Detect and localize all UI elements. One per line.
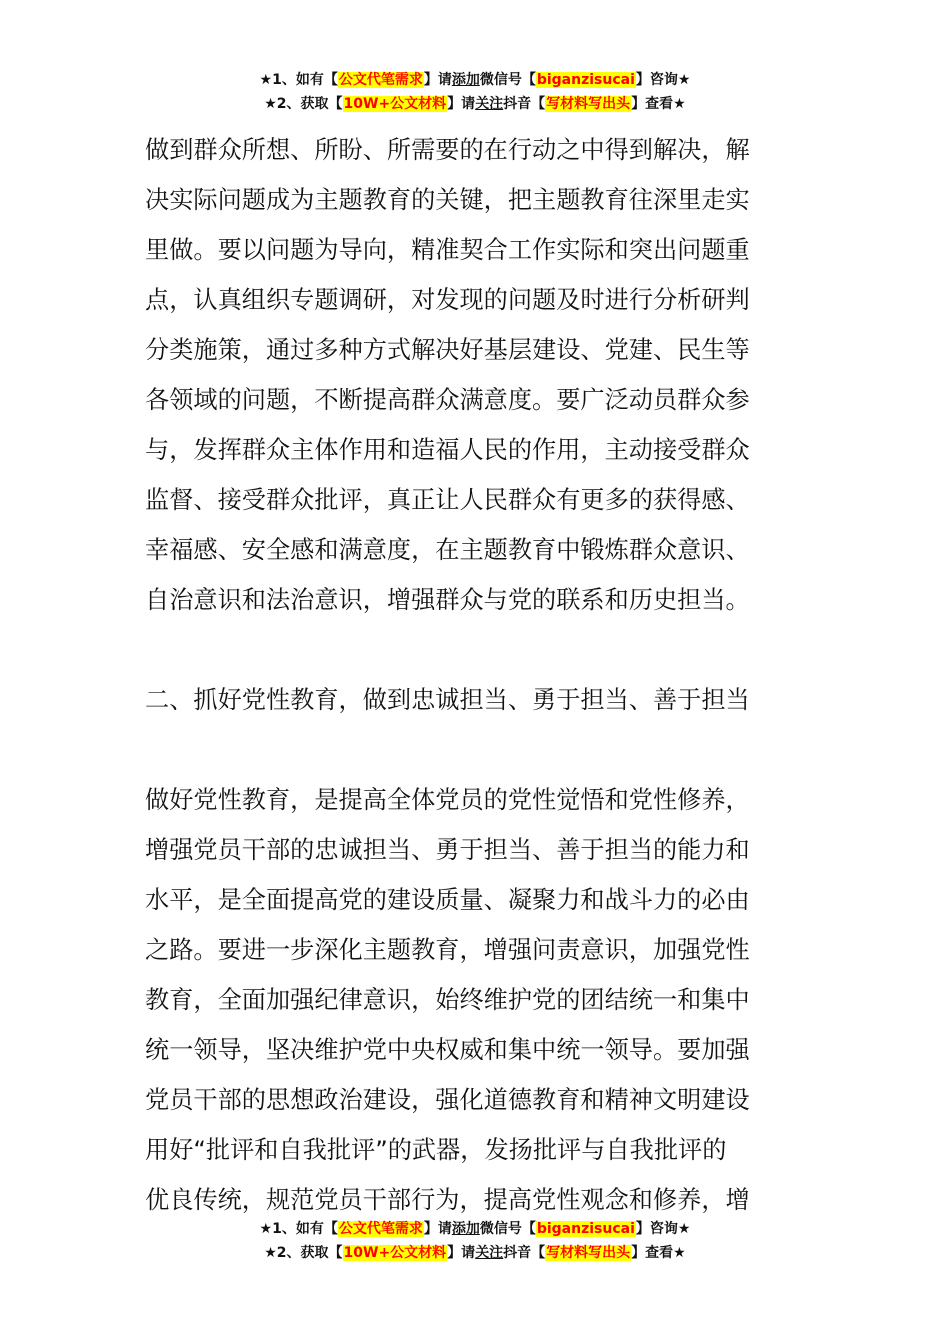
text-line: 监督、接受群众批评，真正让人民群众有更多的获得感、 [145, 486, 750, 514]
text-line: 统一领导，坚决维护党中央权威和集中统一领导。要加强 [145, 1036, 750, 1064]
text-line: 之路。要进一步深化主题教育，增强问责意识，加强党性 [145, 936, 750, 964]
banner-text: 抖音【 [503, 96, 546, 112]
underlined-word: 添加 [451, 72, 480, 88]
banner-text: 】咨询★ [635, 72, 691, 88]
text-line: 党员干部的思想政治建设，强化道德教育和精神文明建设 [145, 1086, 750, 1114]
banner-text: 】查看★ [631, 96, 686, 112]
text-line: 水平，是全面提高党的建设质量、凝聚力和战斗力的必由 [145, 886, 750, 914]
highlight-materials: 10W+公文材料 [343, 96, 447, 112]
text-line: 里做。要以问题为导向，精准契合工作实际和突出问题重 [145, 236, 750, 264]
underlined-word: 关注 [475, 96, 504, 112]
text-line: 各领域的问题，不断提高群众满意度。要广泛动员群众参 [145, 386, 750, 414]
banner-text: ★2、获取【 [264, 1245, 343, 1261]
text-line: 与，发挥群众主体作用和造福人民的作用，主动接受群众 [145, 436, 750, 464]
text-line: 优良传统，规范党员干部行为，提高党性观念和修养，增 [145, 1186, 750, 1214]
paragraph-2 [145, 775, 810, 1225]
banner-line-2 [0, 92, 950, 116]
banner-line-1 [0, 68, 950, 92]
banner-text: ★2、获取【 [264, 96, 343, 112]
top-banner [0, 68, 950, 116]
text-line: 决实际问题成为主题教育的关键，把主题教育往深里走实 [145, 186, 750, 214]
text-line: 做到群众所想、所盼、所需要的在行动之中得到解决，解 [145, 136, 750, 164]
highlight-douyin-account: 写材料写出头 [546, 1245, 631, 1261]
banner-text: ★1、如有【 [259, 72, 338, 88]
section-heading-2: 二、抓好党性教育，做到忠诚担当、勇于担当、善于担当 [145, 686, 750, 714]
text-line: 点，认真组织专题调研，对发现的问题及时进行分析研判 [145, 286, 750, 314]
banner-text: 微信号【 [479, 72, 536, 88]
text-line: 做好党性教育，是提高全体党员的党性觉悟和党性修养， [145, 786, 750, 814]
document-body [145, 125, 810, 1225]
paragraph-spacer [145, 625, 810, 675]
banner-text: 抖音【 [503, 1245, 546, 1261]
highlight-service: 公文代笔需求 [338, 1221, 423, 1237]
text-line: 教育，全面加强纪律意识，始终维护党的团结统一和集中 [145, 986, 750, 1014]
text-line: 幸福感、安全感和满意度，在主题教育中锻炼群众意识、 [145, 536, 750, 564]
paragraph-spacer [145, 725, 810, 775]
highlight-materials: 10W+公文材料 [343, 1245, 447, 1261]
text-line: 分类施策，通过多种方式解决好基层建设、党建、民生等 [145, 336, 750, 364]
banner-text: 】请 [447, 96, 476, 112]
banner-text: 】请 [423, 1221, 452, 1237]
banner-text: ★1、如有【 [259, 1221, 338, 1237]
highlight-wechat-id: biganzisucai [536, 1221, 635, 1237]
banner-line-2 [0, 1241, 950, 1265]
bottom-banner [0, 1217, 950, 1265]
text-line: 增强党员干部的忠诚担当、勇于担当、善于担当的能力和 [145, 836, 750, 864]
text-line: 用好“批评和自我批评”的武器，发扬批评与自我批评的 [145, 1136, 727, 1164]
banner-line-1 [0, 1217, 950, 1241]
highlight-wechat-id: biganzisucai [536, 72, 635, 88]
banner-text: 】请 [447, 1245, 476, 1261]
highlight-service: 公文代笔需求 [338, 72, 423, 88]
text-line: 自治意识和法治意识，增强群众与党的联系和历史担当。 [145, 586, 750, 614]
underlined-word: 关注 [475, 1245, 504, 1261]
banner-text: 微信号【 [479, 1221, 536, 1237]
banner-text: 】咨询★ [635, 1221, 691, 1237]
paragraph-1 [145, 125, 810, 625]
highlight-douyin-account: 写材料写出头 [546, 96, 631, 112]
banner-text: 】查看★ [631, 1245, 686, 1261]
banner-text: 】请 [423, 72, 452, 88]
underlined-word: 添加 [451, 1221, 480, 1237]
